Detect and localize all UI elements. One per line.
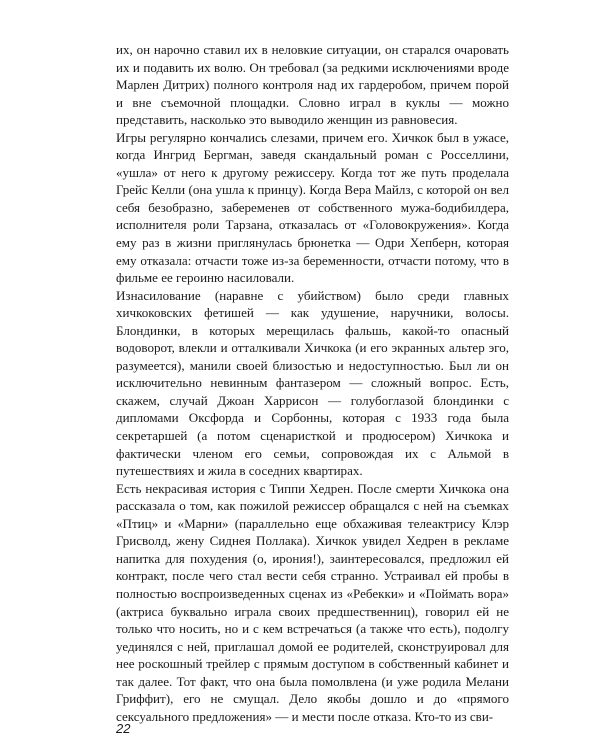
- paragraph-4: Есть некрасивая история с Типпи Хедрен. После смерти Хичкока она рассказала о том, как пожилой режиссер обращался с ней на съемках «Птиц» и «Марни» (параллельно еще обхаживая телеактрису Клэр Грисволд, жену Сиднея Поллака). Хичкок увидел Хедрен в рекламе напитка для похудения (о, ирония!), заинтересовался, предложил ей контракт, после чего стал вести себя странно. Устраивал ей пробы в полностью воспроизведенных сценах из «Ребекки» и «Поймать вора» (актриса буквально играла своих предшественниц), говорил ей не только что носить, но и с кем встречаться (а также что есть), подолгу уединялся с ней, приглашал домой ее родителей, сконструировал для нее роскошный трейлер с прямым доступом в собственный кабинет и так далее. Тот факт, что она была помолвлена (и уже родила Мелани Гриффит), его не смущал. Дело якобы дошло и до «прямого сексуального предложения» — и мести после отказа. Кто-то из сви-: [116, 480, 509, 724]
- page-number: 22: [116, 721, 131, 736]
- paragraph-1: их, он нарочно ставил их в неловкие ситуации, он старался очаровать их и подавить их волю. Он требовал (за редкими исключениями вроде Марлен Дитрих) полного контроля над их гардеробом, причем порой и вне съемочной площадки. Словно играл в куклы — можно представить, насколько это выводило женщин из равновесия.: [116, 42, 509, 128]
- paragraph-3: Изнасилование (наравне с убийством) было среди главных хичкоковских фетишей — как удушение, наручники, волосы. Блондинки, в которых мерещилась фальшь, какой-то опасный водоворот, влекли и отталкивали Хичкока (и его экранных альтер эго, разумеется), манили своей близостью и недоступностью. Был ли он исключительно невинным фантазером — сложный вопрос. Есть, скажем, случай Джоан Харрисон — голубоглазой блондинки с дипломами Оксфорда и Сорбонны, которая с 1933 года была секретаршей (а потом сценаристкой и продюсером) Хичкока и фактически членом его семьи, сопровождая их с Альмой в путешествиях и жила в соседних квартирах.: [116, 287, 509, 479]
- body-text: [116, 41, 509, 725]
- paragraph-2: Игры регулярно кончались слезами, причем его. Хичкок был в ужасе, когда Ингрид Бергман, заведя скандальный роман с Росселлини, «ушла» от него к другому режиссеру. Когда тот же путь проделала Грейс Келли (она ушла к принцу). Когда Вера Майлз, с которой он вел себя безобразно, забеременев от собственного мужа-бодибилдера, исполнителя роли Тарзана, отказалась от «Головокружения». Когда ему раз в жизни приглянулась брюнетка — Одри Хепберн, которая ему отказала: отчасти тоже из-за беременности, отчасти потому, что в фильме ее героиню насиловали.: [116, 129, 509, 286]
